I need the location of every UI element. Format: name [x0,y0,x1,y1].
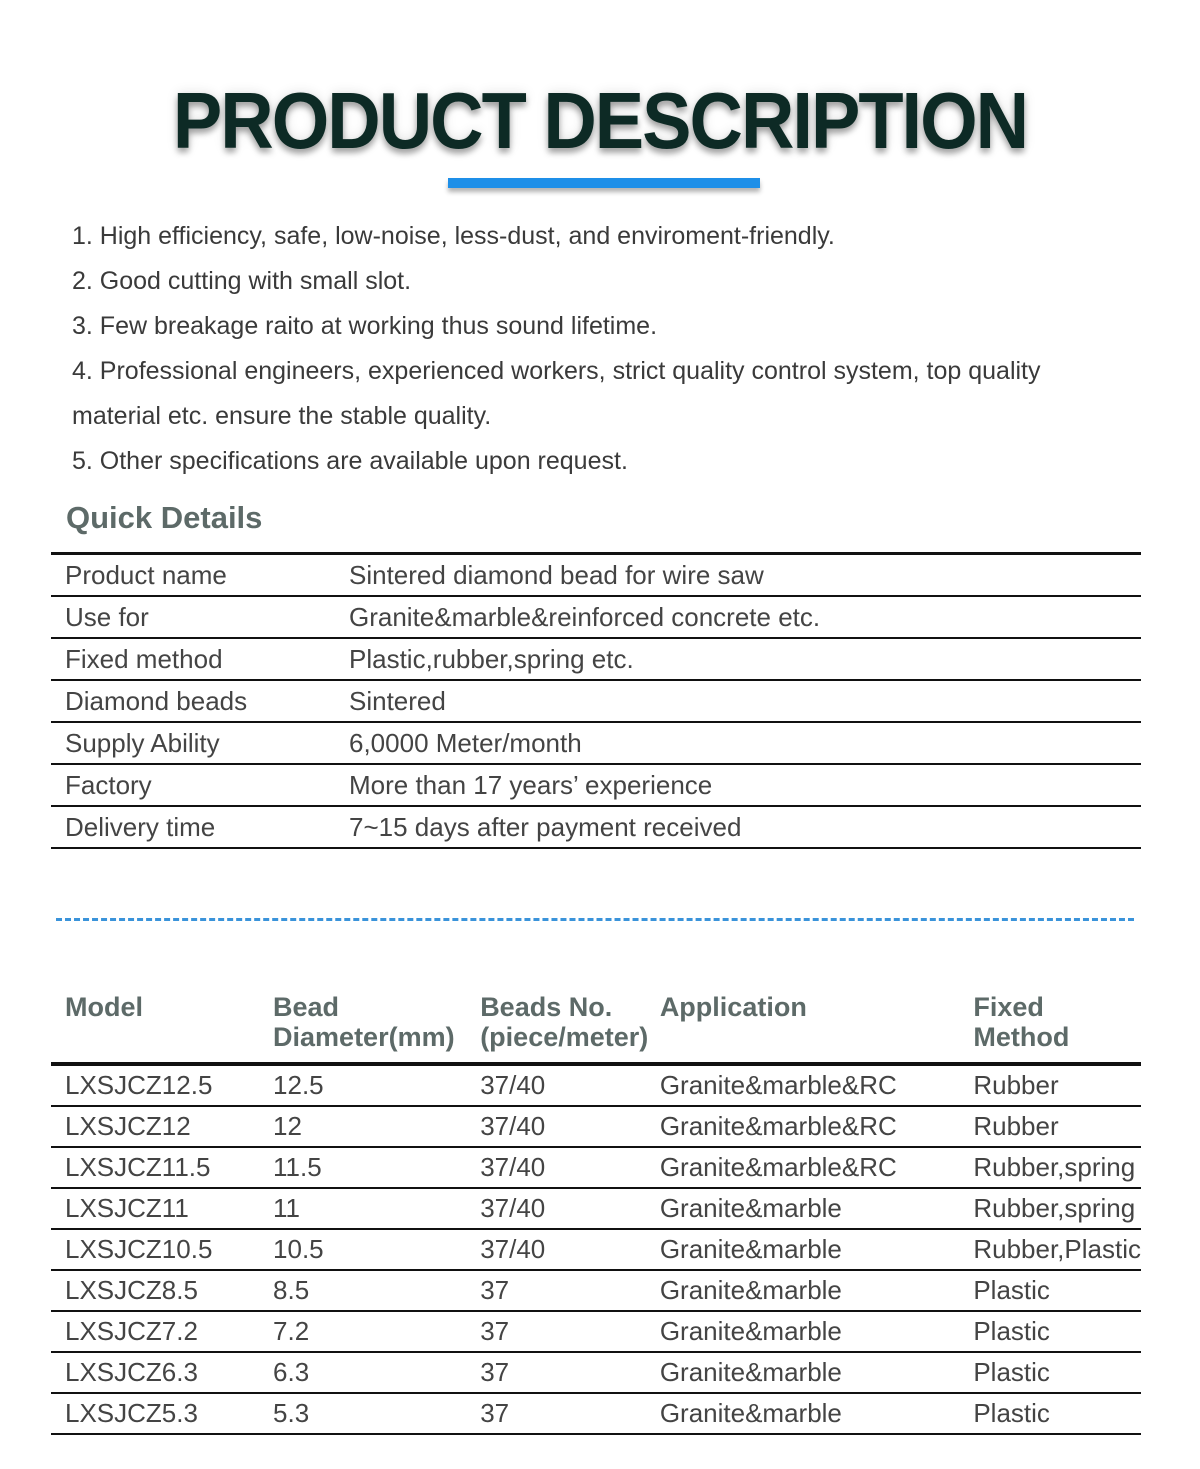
table-row [51,596,1141,638]
detail-value: 6,0000 Meter/month [349,722,1141,764]
detail-value: More than 17 years’ experience [349,764,1141,806]
quick-details-table [51,552,1141,849]
cell-diameter: 11 [273,1188,480,1229]
description-item: 2. Good cutting with small slot. [72,267,412,295]
page-title: PRODUCT DESCRIPTION [172,75,1028,166]
cell-beads-no: 37 [480,1270,660,1311]
cell-beads-no: 37/40 [480,1147,660,1188]
description-item: material etc. ensure the stable quality. [72,402,492,430]
cell-beads-no: 37/40 [480,1106,660,1147]
cell-diameter: 5.3 [273,1393,480,1434]
cell-diameter: 12 [273,1106,480,1147]
cell-beads-no: 37/40 [480,1229,660,1270]
detail-key: Delivery time [51,806,349,848]
detail-key: Supply Ability [51,722,349,764]
detail-value: Plastic,rubber,spring etc. [349,638,1141,680]
cell-fixed-method: Rubber,spring [973,1188,1141,1229]
table-row [51,680,1141,722]
cell-model: LXSJCZ12 [51,1106,273,1147]
cell-beads-no: 37/40 [480,1064,660,1106]
cell-beads-no: 37/40 [480,1188,660,1229]
cell-diameter: 12.5 [273,1064,480,1106]
cell-fixed-method: Rubber,Plastic [973,1229,1141,1270]
table-row [51,1311,1141,1352]
quick-details-title: Quick Details [66,500,263,535]
detail-key: Use for [51,596,349,638]
cell-fixed-method: Rubber [973,1106,1141,1147]
cell-beads-no: 37 [480,1352,660,1393]
cell-diameter: 11.5 [273,1147,480,1188]
cell-model: LXSJCZ7.2 [51,1311,273,1352]
detail-value: Sintered diamond bead for wire saw [349,554,1141,597]
table-row [51,1229,1141,1270]
cell-application: Granite&marble&RC [660,1064,974,1106]
cell-fixed-method: Plastic [973,1393,1141,1434]
cell-model: LXSJCZ12.5 [51,1064,273,1106]
table-row [51,1064,1141,1106]
detail-value: 7~15 days after payment received [349,806,1141,848]
cell-fixed-method: Plastic [973,1352,1141,1393]
cell-application: Granite&marble [660,1229,974,1270]
cell-model: LXSJCZ8.5 [51,1270,273,1311]
cell-fixed-method: Rubber [973,1064,1141,1106]
column-header-bead-diameter: Bead Diameter(mm) [273,992,480,1064]
dashed-divider [56,918,1134,921]
table-row [51,1352,1141,1393]
detail-key: Diamond beads [51,680,349,722]
detail-key: Fixed method [51,638,349,680]
table-header-row [51,992,1141,1064]
detail-key: Factory [51,764,349,806]
column-header-fixed-method: Fixed Method [973,992,1141,1064]
cell-model: LXSJCZ11.5 [51,1147,273,1188]
table-row [51,1106,1141,1147]
cell-model: LXSJCZ11 [51,1188,273,1229]
table-row [51,722,1141,764]
table-row [51,764,1141,806]
cell-fixed-method: Plastic [973,1270,1141,1311]
column-header-beads-no: Beads No. (piece/meter) [480,992,660,1064]
detail-value: Sintered [349,680,1141,722]
cell-application: Granite&marble [660,1352,974,1393]
description-item: 3. Few breakage raito at working thus sound lifetime. [72,312,658,340]
cell-fixed-method: Rubber,spring [973,1147,1141,1188]
description-item: 1. High efficiency, safe, low-noise, less-dust, and enviroment-friendly. [72,222,835,250]
description-item: 5. Other specifications are available upon request. [72,447,628,475]
table-row [51,1270,1141,1311]
table-row [51,1147,1141,1188]
cell-application: Granite&marble&RC [660,1147,974,1188]
cell-application: Granite&marble [660,1311,974,1352]
cell-application: Granite&marble [660,1188,974,1229]
column-header-model: Model [51,992,273,1064]
cell-application: Granite&marble [660,1393,974,1434]
cell-diameter: 6.3 [273,1352,480,1393]
cell-diameter: 7.2 [273,1311,480,1352]
cell-model: LXSJCZ10.5 [51,1229,273,1270]
cell-application: Granite&marble&RC [660,1106,974,1147]
table-row [51,1393,1141,1434]
cell-beads-no: 37 [480,1393,660,1434]
cell-application: Granite&marble [660,1270,974,1311]
table-row [51,554,1141,597]
cell-beads-no: 37 [480,1311,660,1352]
cell-model: LXSJCZ6.3 [51,1352,273,1393]
cell-fixed-method: Plastic [973,1311,1141,1352]
cell-diameter: 10.5 [273,1229,480,1270]
table-row [51,1188,1141,1229]
table-row [51,638,1141,680]
models-table [51,992,1141,1435]
table-row [51,806,1141,848]
cell-model: LXSJCZ5.3 [51,1393,273,1434]
description-item: 4. Professional engineers, experienced workers, strict quality control system, top quality [72,357,1041,385]
detail-value: Granite&marble&reinforced concrete etc. [349,596,1141,638]
column-header-application: Application [660,992,974,1064]
detail-key: Product name [51,554,349,597]
description-list [72,214,1152,484]
cell-diameter: 8.5 [273,1270,480,1311]
title-underline [448,178,760,188]
